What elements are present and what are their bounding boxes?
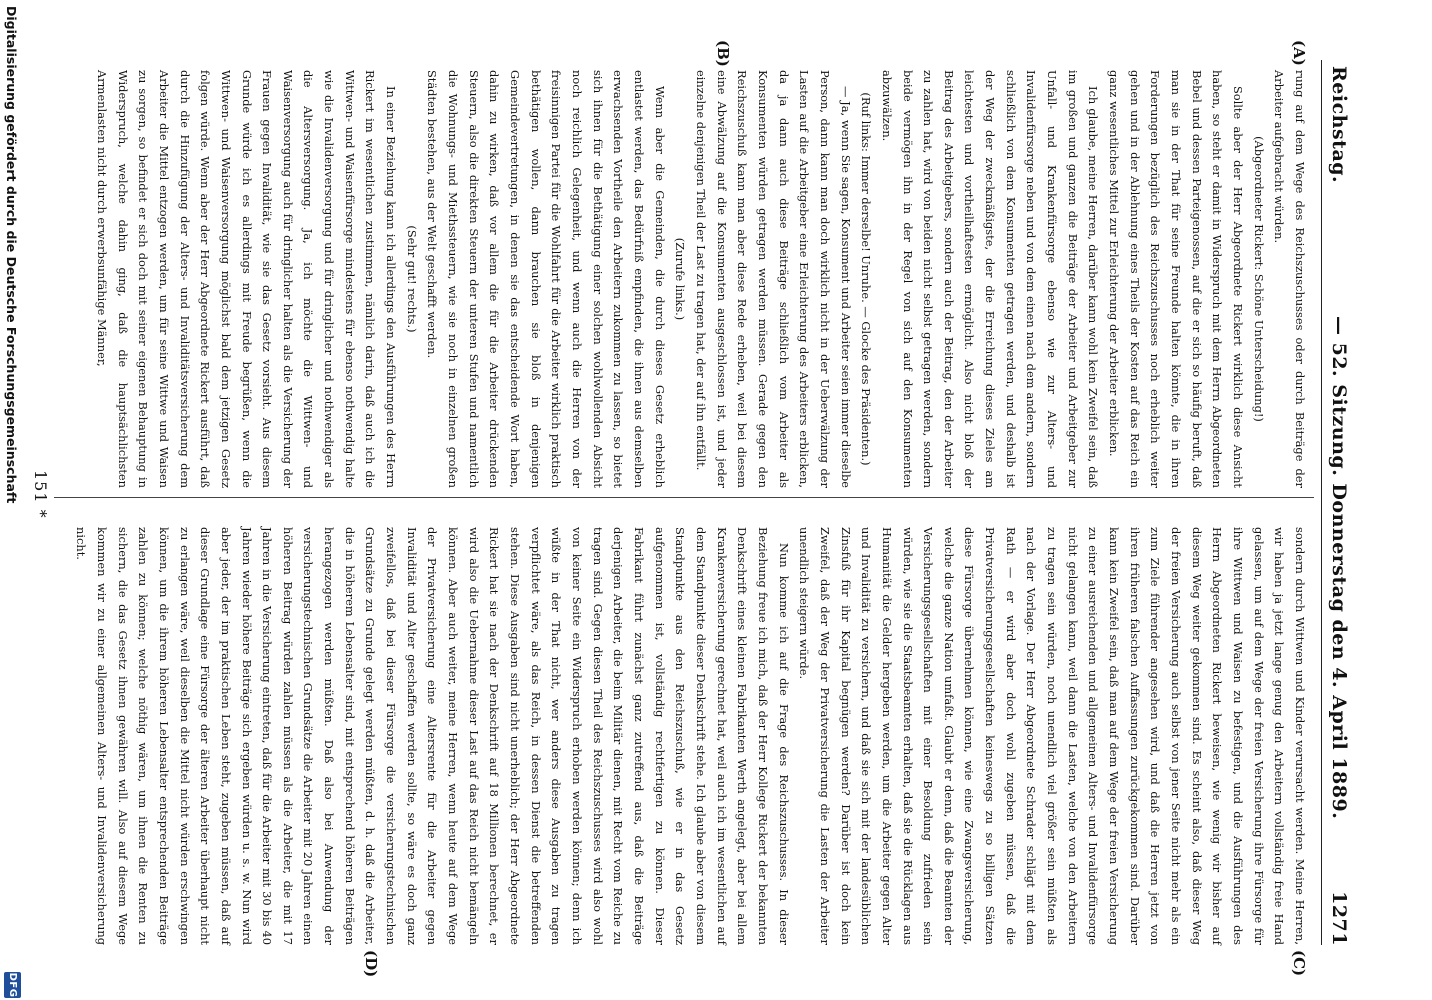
left-text-column bbox=[91, 70, 1310, 488]
paragraph: Ich glaube, meine Herren, darüber kann wohl kein Zweifel sein, daß im großen und ganzen die Beiträge der Arbeiter und Arbeitgeber zur Unfall- und Krankenfürsorge ebenso wie zur Alters- und Invalidenfürsorge neben und von dem einen nach dem andern, sondern schließlich von dem Konsumenten getragen werden, und deshalb ist der Weg der zweckmäßigste, der die Erreichung dieses Zieles am leichtesten und vortheilhaftesten ermöglicht. Also nicht bloß der Beitrag des Arbeitgebers, sondern auch der Beitrag, den der Arbeiter zu zahlen hat, wird von beiden nicht selbst getragen werden, sondern beide vermögen ihn in der Regel von sich auf den Konsumenten abzuwälzen. bbox=[879, 70, 1101, 488]
paragraph: In einer Beziehung kann ich allerdings den Ausführungen des Herrn Rickert im wesentlichen zustimmen, nämlich darin, daß auch ich die Wittwen- und Waisenfürsorge mindestens für ebenso nothwendig halte wie die Invalidenversorgung und für dringlicher und nothwendiger als die Altersversorgung. Ja, ich möchte die Wittwen- und Waisenversorgung auch für dringlicher halten als die Versicherung der Frauen gegen Invalidität, wie sie das Gesetz vorsieht. Aus diesem Grunde würde ich es allerdings mit Freude begrüßen, wenn die Wittwen- und Waisenversorgung möglichst bald dem jetzigen Gesetz folgen würde. Wenn aber der Herr Abgeordnete Rickert ausführt, daß durch die Hinzufügung der Alters- und Invaliditätsversicherung dem Arbeiter die Mittel entzogen werden, um für seine Wittwe und Waisen zu sorgen, so befindet er sich doch mit seiner eigenen Behauptung in Widerspruch, welche dahin ging, daß die hauptsächlichsten Armenlasten nicht durch erwerbsunfähige Männer, bbox=[94, 70, 399, 488]
column-divider bbox=[54, 497, 1314, 498]
right-text-column bbox=[71, 527, 1310, 945]
digitization-footer bbox=[0, 0, 23, 1000]
paragraph: Sollte aber der Herr Abgeordnete Rickert wirklich diese Ansicht haben, so steht er damit in Widerspruch mit dem Herrn Abgeordneten Bebel und dessen Parteigenossen, auf die er sich so häufig beruft, daß man sie in der That für seine Freunde halten könnte, die in ihren Forderungen bezüglich des Reichszuschusses noch erheblich weiter gehen und in der Ablehnung eines Theils der Kosten auf das Reich ein ganz wesentliches Mittel zur Erleichterung der Arbeiter erblicken. bbox=[1107, 70, 1246, 488]
header-session-date: — 52. Sitzung. Donnerstag den 4. April 1889. bbox=[1328, 316, 1350, 820]
paragraph: Wenn aber die Gemeinden, die durch dieses Gesetz erheblich entlastet werden, das Bedürfniß empfinden, die ihnen aus demselben erwachsenden Vortheile den Arbeitern zukommen zu lassen, so bietet sich ihnen für die Bethätigung einer solchen wohlwollenden Absicht noch reichlich Gelegenheit, und wenn auch die Herren von der freisinnigen Partei für die Wohlfahrt für die Arbeiter wirklich praktisch bethätigen wollen, dann brauchen sie bloß in denjenigen Gemeindevertretungen, in denen sie das entscheidende Wort haben, dahin zu wirken, daß vor allem die für die Arbeiter drückenden Steuern, also die direkten Steuern der unteren Stufen und namentlich die Wohnungs- und Miethssteuern, wie sie noch in einzelnen großen Städten bestehen, aus der Welt geschafft werden. bbox=[425, 70, 667, 488]
page-header bbox=[1320, 66, 1350, 946]
page-signature-number: 151 * bbox=[31, 470, 50, 519]
interjection: (Abgeordneter Rickert: Schöne Unterscheidung!) bbox=[1251, 136, 1266, 422]
margin-mark-b: (B) bbox=[714, 40, 732, 67]
interjection: (Ruf links: Immer derselbe! Unruhe. — Glocke des Präsidenten.) bbox=[859, 92, 874, 466]
dfg-logo: DFG bbox=[4, 972, 21, 998]
paragraph: — Ja, wenn Sie sagen, Konsument und Arbeiter seien immer dieselbe Person, dann kann man doch wirklich nicht in der Ueberwälzung der Lasten auf die Arbeitgeber eine Erleichterung des Arbeiters erblicken, da ja dann auch diese Beiträge schließlich vom Arbeiter als Konsumenten würden getragen werden müssen. Gerade gegen den Reichszuschuß kann man aber diese Rede erheben, weil bei diesem eine Abwälzung auf die Konsumenten ausgeschlossen ist, und jeder einzelne denjenigen Theil der Last zu tragen hat, der auf ihn entfällt. bbox=[693, 70, 853, 488]
header-rule bbox=[1321, 60, 1322, 945]
margin-mark-d: (D) bbox=[362, 950, 380, 978]
paragraph: rung auf dem Wege des Reichszuschusses oder durch Beiträge der Arbeiter aufgebracht würden. bbox=[1272, 70, 1307, 488]
header-title: Reichstag. bbox=[1328, 66, 1350, 184]
margin-mark-a: (A) bbox=[1290, 40, 1308, 66]
interjection: (Sehr gut! rechts.) bbox=[404, 225, 419, 333]
margin-mark-c: (C) bbox=[1290, 950, 1308, 977]
header-page-number: 1271 bbox=[1328, 891, 1350, 946]
footer-funding-note: Digitalisierung gefördert durch die Deutsche Forschungsgemeinschaft bbox=[4, 6, 19, 504]
paragraph: Nun komme ich auf die Frage des Reichszuschusses. In dieser Beziehung freue ich mich, daß der Herr Kollege Rickert der bekannten Denkschrift eines kleinen Fabrikanten Werth angelegt, aber bei allem Krankenversicherung gerechnet hat, weil auch ich im wesentlichen auf dem Standpunkte dieser Denkschrift stehe. Ich glaube aber von diesem Standpunkte aus den Reichszuschuß, wie er in das Gesetz aufgenommen ist, vollständig rechtfertigen zu können. Dieser Fabrikant führt zunächst ganz zutreffend aus, daß die Beiträge derjenigen Arbeiter, die beim Militär dienen, mit Recht vom Reiche zu tragen sind. Gegen diesen Theil des Reichszuschusses wird also wohl von keiner Seite ein Widerspruch erhoben werden können; denn ich wüßte in der That nicht, wer anders diese Ausgaben zu tragen verpflichtet wäre, als das Reich, in dessen Dienst die betreffenden stehen. Diese Ausgaben sind nicht unerheblich; der Herr Abgeordnete Rickert hat sie nach der Denkschrift auf 18 Millionen berechnet, er wird also die Uebernahme dieser Last auf das Reich nicht bemängeln können. Aber auch weiter, meine Herren, wenn heute auf dem Wege der Privatversicherung eine Altersrente für die Arbeiter gegen Invalidität und Alter geschaffen werden sollte, so wäre es doch ganz zweifellos, daß bei dieser Fürsorge die versicherungstechnischen Grundsätze zu Grunde gelegt werden müßten, d. h. daß die Arbeiter, die in höherem Lebensalter sind, mit entsprechend höheren Beiträgen herangezogen werden müßten. Daß also bei Anwendung der versicherungstechnischen Grundsätze die Arbeiter mit 20 Jahren einen höheren Beitrag würden zahlen müssen als die Arbeiter, die mit 17 Jahren in die Versicherung eintreten, daß für die Arbeiter mit 30 bis 40 Jahren wieder höhere Beiträge sich ergeben würden u. s. w. Nun wird aber jeder, der im praktischen Leben steht, zugeben müssen, daß auf dieser Grundlage eine Fürsorge der älteren Arbeiter überhaupt nicht zu erlangen wäre, weil dieselben die Mittel nicht würden erschwingen können, um die ihrem höheren Lebensalter entsprechenden Beiträge zahlen zu können; welche nöthig wären, um ihnen die Renten zu sichern, die das Gesetz ihnen gewähren will. Also auf diesem Wege kommen wir zu einer allgemeinen Alters- und Invalidenversicherung nicht. bbox=[74, 527, 791, 945]
paragraph: sondern durch Wittwen und Kinder verursacht werden. Meine Herren, wir haben ja jetzt lange genug den Arbeitern vollständig freie Hand gelassen, um auf dem Wege der freien Versicherung ihre Fürsorge für ihre Wittwen und Waisen zu befestigen, und die Ausführungen des Herrn Abgeordneten Rickert beweisen, wie wenig wir bisher auf diesem Weg weiter gekommen sind. Es scheint also, daß dieser Weg der freien Versicherung auch selbst von jener Seite nicht mehr als ein zum Ziele führender angesehen wird, und daß die Herren jetzt von ihren früheren falschen Auffassungen zurückgekommen sind. Darüber kann kein Zweifel sein, daß man auf dem Wege der freien Versicherung zu einer ausreichenden und allgemeinen Alters- und Invalidenfürsorge nicht gelangen kann, weil dann die Lasten, welche von den Arbeitern zu tragen sein würden, noch unendlich viel größer sein müßten als nach der Vorlage. Der Herr Abgeordnete Schrader schlägt mit dem Rath — er wird aber doch wohl zugeben müssen, daß die Privatversicherungsgesellschaften keineswegs zu so billigen Sätzen diese Fürsorge übernehmen können, wie eine Zwangsversicherung, welche die ganze Nation umfaßt. Glaubt er denn, daß die Beamten der Versicherungsgesellschaften mit einer Besoldung zufrieden sein würden, wie sie die Staatsbeamten erhalten, daß sie die Rücklagen aus Humanität die Gelder hergeben werden, um die Arbeiter gegen Alter und Invalidität zu versichern, und daß sie sich mit der landesüblichen Zinsfuß für ihr Kapital begnügen werden? Darüber ist doch kein Zweifel, daß der Weg der Privatversicherung die Lasten der Arbeiter unendlich steigern würde. bbox=[797, 527, 1307, 945]
interjection: (Zurufe links.) bbox=[673, 237, 688, 321]
